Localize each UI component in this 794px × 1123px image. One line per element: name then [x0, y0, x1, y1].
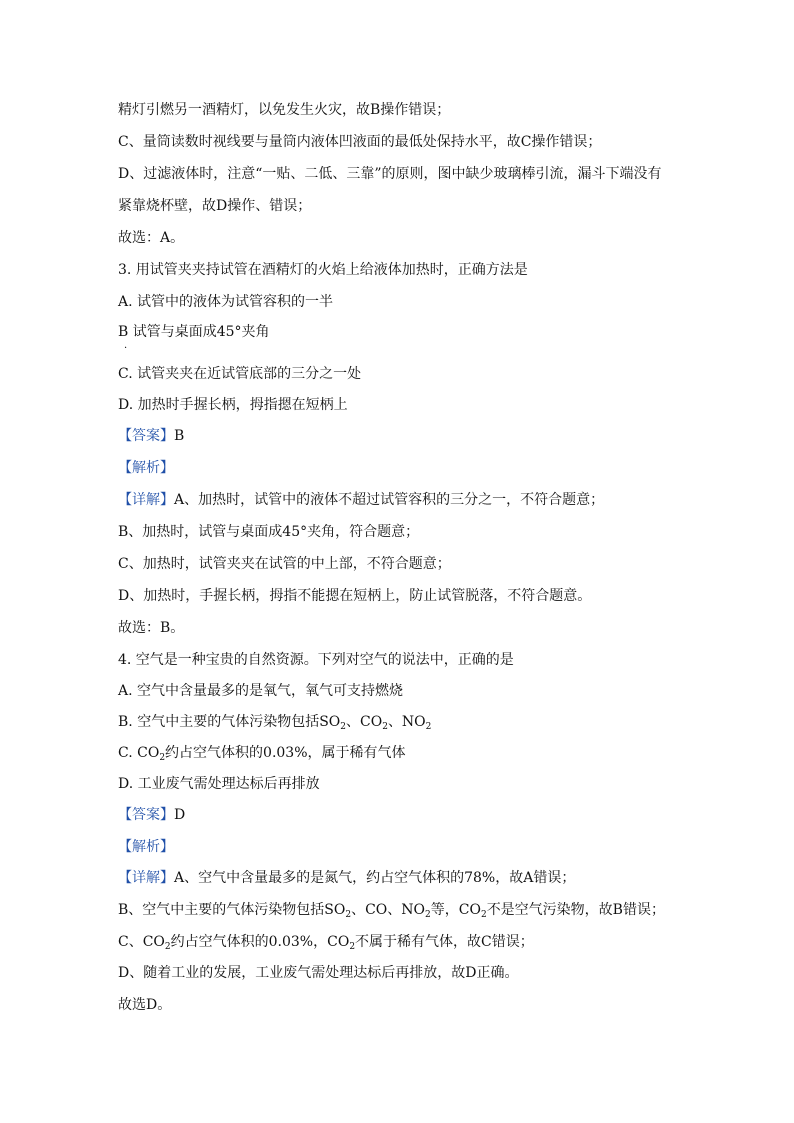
q3-detail-c: C、加热时，试管夹夹在试管的中上部，不符合题意； — [118, 556, 451, 572]
q3-answer-tag: 【答案】 — [118, 428, 174, 444]
q4-detail-b-text-1: B、空气中主要的气体污染物包括SO — [118, 902, 346, 918]
q4-detail-b-text-3: 等，CO — [430, 902, 481, 918]
q4-option-b-text-1: B. 空气中主要的气体污染物包括SO — [118, 714, 341, 730]
q4-option-b-text-3: 、NO — [387, 714, 426, 730]
q3-detail-a-text: A、加热时，试管中的液体不超过试管容积的三分之一，不符合题意； — [174, 492, 605, 508]
q4-detail-b-sub-3: 2 — [480, 910, 487, 920]
q4-detail-d: D、随着工业的发展，工业废气需处理达标后再排放，故D正确。 — [118, 965, 519, 981]
q4-option-b — [118, 712, 754, 732]
q3-detail-a — [118, 490, 754, 510]
q4-option-c-sub: 2 — [159, 753, 166, 763]
prev-choice: 故选：A。 — [118, 230, 185, 246]
q4-detail-a-text: A、空气中含量最多的是氮气，约占空气体积的78%，故A错误； — [174, 870, 576, 886]
q4-detail-c-sub-2: 2 — [349, 942, 356, 952]
prev-detail-b-line: 精灯引燃另一酒精灯，以免发生火灾，故B操作错误； — [118, 102, 451, 118]
q4-option-b-sub-1: 2 — [340, 722, 346, 732]
q4-option-b-sub-2: 2 — [382, 722, 388, 732]
q4-detail-c-text-1: C、CO — [118, 934, 165, 950]
q4-option-d: D. 工业废气需处理达标后再排放 — [118, 776, 320, 792]
q4-detail-a — [118, 868, 754, 888]
q3-answer — [118, 426, 754, 446]
q4-detail-c-text-3: 不属于稀有气体，故C错误； — [355, 934, 534, 950]
prev-detail-d-line-1: D、过滤液体时，注意“一贴、二低、三靠”的原则，图中缺少玻璃棒引流，漏斗下端没有 — [118, 166, 662, 182]
prev-detail-d-line-2: 紧靠烧杯壁，故D操作、错误； — [118, 198, 312, 214]
q3-analysis-tag: 【解析】 — [118, 460, 174, 476]
q4-answer-value: D — [174, 807, 186, 823]
q4-option-b-sub-3: 2 — [425, 722, 432, 732]
q4-detail-c-sub-1: 2 — [164, 942, 171, 952]
q4-detail-c-text-2: 约占空气体积的0.03%，CO — [170, 934, 350, 950]
q4-option-a: A. 空气中含量最多的是氧气，氧气可支持燃烧 — [118, 683, 404, 699]
q4-detail-b-text-4: 不是空气污染物，故B错误； — [486, 902, 665, 918]
q3-analysis — [118, 458, 754, 478]
q3-choice: 故选：B。 — [118, 620, 185, 636]
q4-answer-tag: 【答案】 — [118, 807, 174, 823]
q4-analysis — [118, 837, 754, 857]
q4-detail-b-sub-1: 2 — [345, 910, 352, 920]
q4-choice: 故选D。 — [118, 997, 172, 1013]
q4-option-c — [118, 743, 754, 763]
q4-answer — [118, 805, 754, 825]
q4-stem: 4. 空气是一种宝贵的自然资源。下列对空气的说法中，正确的是 — [118, 652, 514, 668]
q3-stem: 3. 用试管夹夹持试管在酒精灯的火焰上给液体加热时，正确方法是 — [118, 262, 528, 278]
prev-detail-c-line: C、量筒读数时视线要与量筒内液体凹液面的最低处保持水平，故C操作错误； — [118, 134, 602, 150]
q3-detail-b: B、加热时，试管与桌面成45°夹角，符合题意； — [118, 524, 420, 540]
q3-option-a: A. 试管中的液体为试管容积的一半 — [118, 294, 334, 310]
q4-detail-b — [118, 900, 754, 920]
q4-detail-tag: 【详解】 — [118, 870, 174, 886]
q3-option-d: D. 加热时手握长柄，拇指摁在短柄上 — [118, 397, 348, 413]
q4-option-c-text-1: C. CO — [118, 745, 160, 761]
q3-answer-value: B — [174, 428, 185, 444]
q3-detail-d: D、加热时，手握长柄，拇指不能摁在短柄上，防止试管脱落，不符合题意。 — [118, 588, 592, 604]
q3-detail-tag: 【详解】 — [118, 492, 174, 508]
q4-detail-b-sub-2: 2 — [425, 910, 431, 920]
q4-option-c-text-2: 约占空气体积的0.03%，属于稀有气体 — [165, 745, 406, 761]
q4-option-b-text-2: 、CO — [346, 714, 383, 730]
q3-option-c: C. 试管夹夹在近试管底部的三分之一处 — [118, 366, 362, 382]
q4-detail-b-text-2: 、CO、NO — [351, 902, 426, 918]
q4-analysis-tag: 【解析】 — [118, 839, 174, 855]
q4-detail-c — [118, 932, 754, 952]
q3-option-b-dot: · — [124, 343, 128, 354]
q3-option-b: B 试管与桌面成45°夹角 — [118, 324, 270, 340]
